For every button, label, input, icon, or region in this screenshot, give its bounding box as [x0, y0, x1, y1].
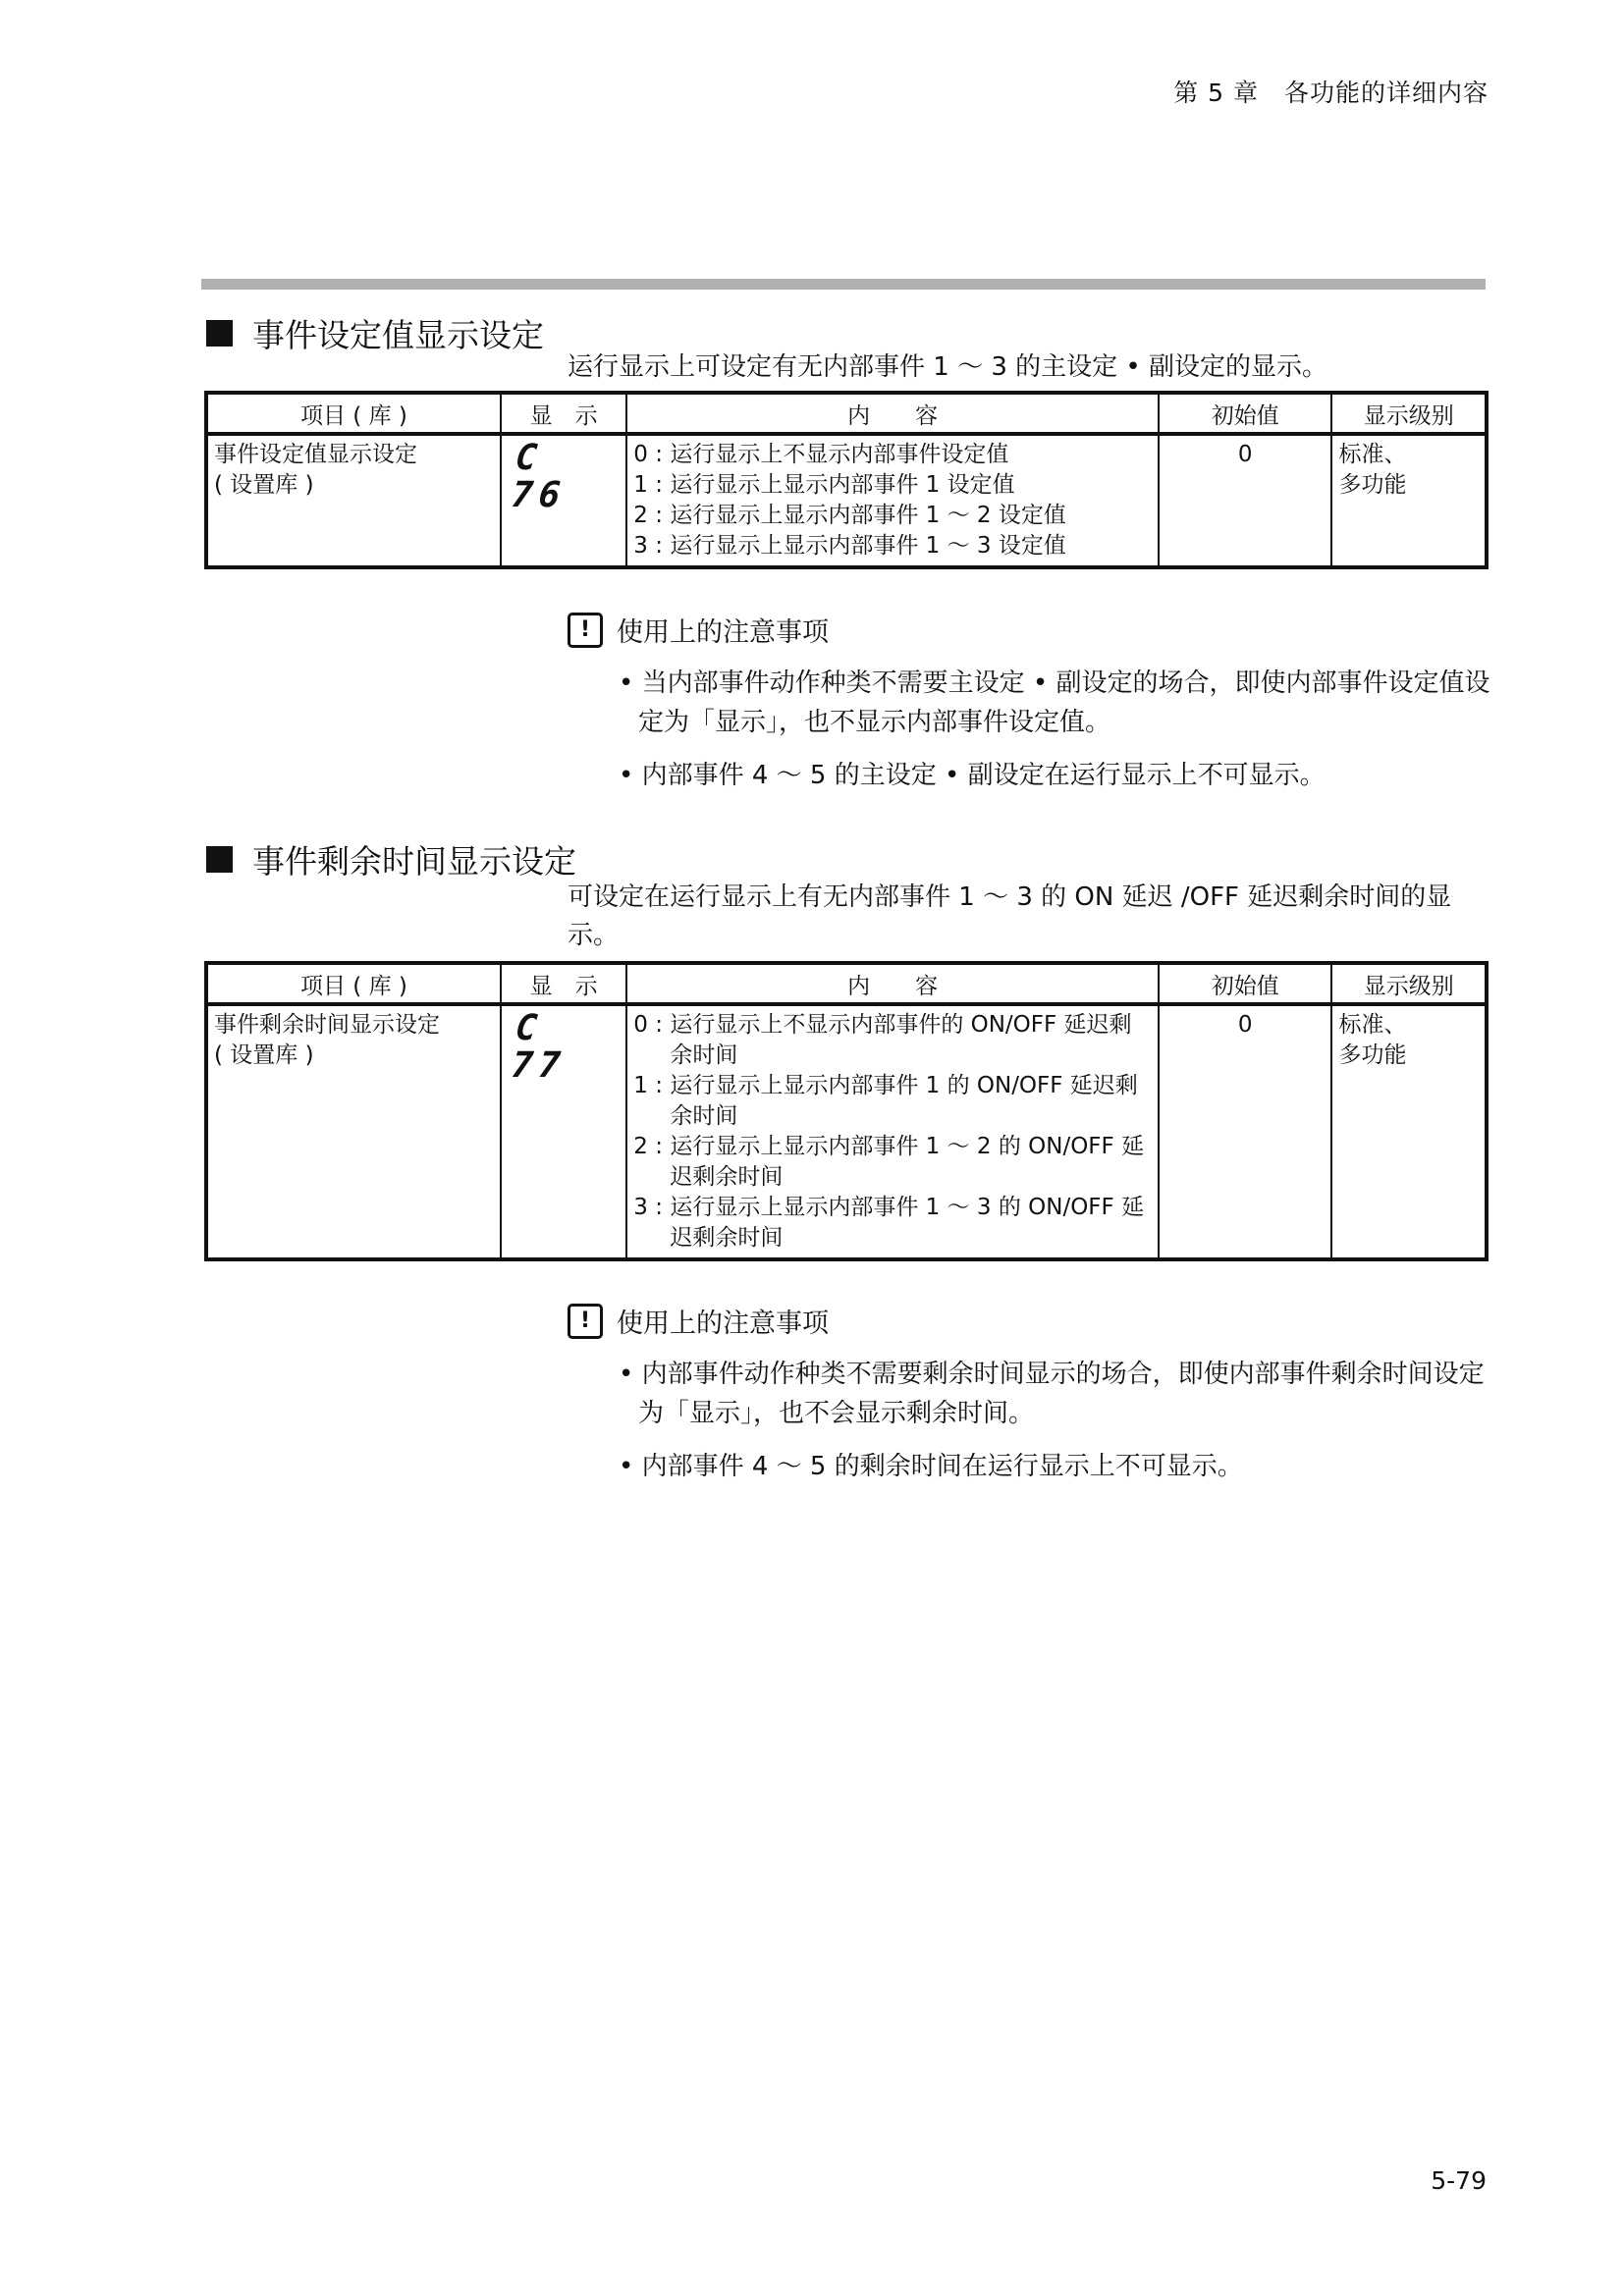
section1-title-row — [206, 310, 544, 356]
note-bullet: • 当内部事件动作种类不需要主设定 • 副设定的场合，即使内部事件设定值设定为「显示」，也不显示内部事件设定值。 — [619, 668, 1490, 737]
chapter-header: 第 5 章 各功能的详细内容 — [1173, 79, 1489, 107]
section1-intro: 运行显示上可设定有无内部事件 1 ～ 3 的主设定 • 副设定的显示。 — [568, 352, 1328, 382]
section2-table — [204, 961, 1489, 1261]
page-number: 5-79 — [1431, 2166, 1487, 2195]
note-bullet: • 内部事件 4 ～ 5 的剩余时间在运行显示上不可显示。 — [619, 1452, 1243, 1481]
header-content: 内 容 — [626, 963, 1159, 1004]
item-bank: ( 设置库 ) — [214, 472, 314, 498]
level-line-2: 多功能 — [1338, 472, 1407, 498]
section-divider-bar — [201, 279, 1486, 290]
section1-title: 事件设定值显示设定 — [252, 316, 544, 354]
level-line-1: 标准、 — [1338, 1012, 1407, 1038]
table-row — [206, 434, 1487, 567]
table-header-row — [206, 963, 1487, 1004]
header-initial: 初始值 — [1159, 393, 1332, 434]
header-item: 项目 ( 库 ) — [206, 963, 501, 1004]
section2-title-row — [206, 836, 576, 882]
option-item: 0 : 运行显示上不显示内部事件设定值 — [633, 442, 1009, 467]
header-content: 内 容 — [626, 393, 1159, 434]
option-item: 3 : 运行显示上显示内部事件 1 ～ 3 的 ON/OFF 延迟剩余时间 — [633, 1195, 1145, 1251]
square-bullet-icon — [206, 320, 233, 347]
option-item: 0 : 运行显示上不显示内部事件的 ON/OFF 延迟剩余时间 — [633, 1012, 1132, 1068]
exclamation-icon: ! — [568, 1304, 603, 1339]
header-initial: 初始值 — [1159, 963, 1332, 1004]
header-level: 显示级别 — [1331, 963, 1487, 1004]
level-line-2: 多功能 — [1338, 1042, 1407, 1068]
section1-table — [204, 391, 1489, 569]
option-item: 3 : 运行显示上显示内部事件 1 ～ 3 设定值 — [633, 533, 1066, 559]
section1-note-heading — [568, 611, 829, 649]
option-item: 1 : 运行显示上显示内部事件 1 的 ON/OFF 延迟剩余时间 — [633, 1073, 1138, 1129]
option-item: 2 : 运行显示上显示内部事件 1 ～ 2 的 ON/OFF 延迟剩余时间 — [633, 1134, 1145, 1190]
note-bullet: • 内部事件动作种类不需要剩余时间显示的场合，即使内部事件剩余时间设定为「显示」，也不会显示剩余时间。 — [619, 1360, 1485, 1428]
note-title: 使用上的注意事项 — [617, 617, 829, 648]
header-display: 显 示 — [501, 393, 626, 434]
section2-note-heading — [568, 1302, 829, 1340]
item-bank: ( 设置库 ) — [214, 1042, 314, 1068]
initial-value: 0 — [1159, 1004, 1332, 1259]
header-level: 显示级别 — [1331, 393, 1487, 434]
table-header-row — [206, 393, 1487, 434]
note-title: 使用上的注意事项 — [617, 1308, 829, 1339]
header-item: 项目 ( 库 ) — [206, 393, 501, 434]
option-item: 1 : 运行显示上显示内部事件 1 设定值 — [633, 472, 1015, 498]
header-display: 显 示 — [501, 963, 626, 1004]
table-row — [206, 1004, 1487, 1259]
level-line-1: 标准、 — [1338, 442, 1407, 467]
seven-seg-display-code: C 77 — [509, 1008, 568, 1086]
option-item: 2 : 运行显示上显示内部事件 1 ～ 2 设定值 — [633, 503, 1066, 528]
section2-intro: 可设定在运行显示上有无内部事件 1 ～ 3 的 ON 延迟 /OFF 延迟剩余时间的显示。 — [568, 882, 1452, 950]
exclamation-icon: ! — [568, 613, 603, 648]
item-name: 事件设定值显示设定 — [214, 442, 417, 467]
note-bullet: • 内部事件 4 ～ 5 的主设定 • 副设定在运行显示上不可显示。 — [619, 761, 1326, 790]
initial-value: 0 — [1159, 434, 1332, 567]
item-name: 事件剩余时间显示设定 — [214, 1012, 440, 1038]
section2-title: 事件剩余时间显示设定 — [252, 842, 576, 881]
seven-seg-display-code: C 76 — [509, 438, 568, 515]
square-bullet-icon — [206, 846, 233, 873]
